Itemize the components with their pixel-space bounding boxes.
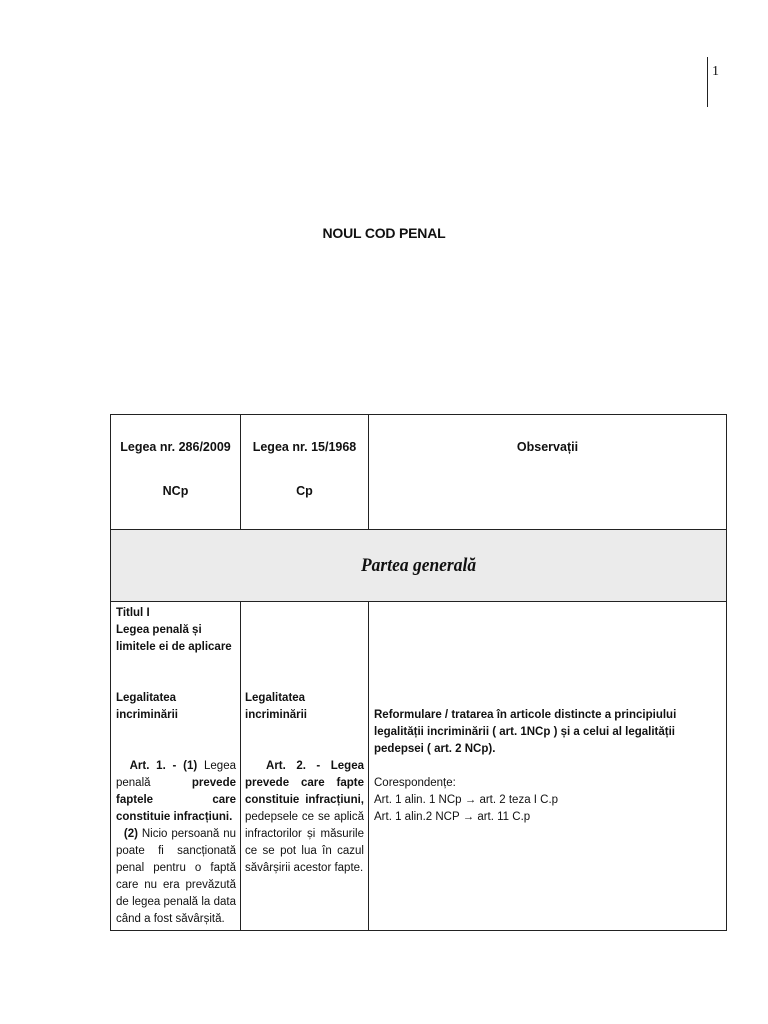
page-number-rule bbox=[707, 57, 708, 107]
header-cell-ncp bbox=[111, 415, 241, 530]
comparison-table bbox=[110, 414, 727, 931]
cp-cell bbox=[241, 602, 369, 931]
header-cp-law: Legea nr. 15/1968 bbox=[252, 440, 357, 454]
cp-section-heading: Legalitatea incriminării bbox=[245, 692, 307, 721]
correspondence-item: Art. 1 alin.2 NCP → art. 11 C.p bbox=[374, 811, 531, 823]
title-name: Legea penală și limitele ei de aplicare bbox=[116, 624, 232, 653]
ncp-article-1-par-2 bbox=[116, 826, 236, 928]
table-row bbox=[111, 602, 727, 931]
ncp-article-1-par-1 bbox=[116, 758, 236, 826]
part-title-cell bbox=[111, 530, 727, 602]
part-title: Partea generală bbox=[360, 554, 477, 576]
header-observations: Observații bbox=[516, 440, 579, 454]
ncp-par-2-text: Nicio persoană nu poate fi sancționată penal pentru o faptă care nu era prevăzută de legea penală la data când a fost săvârșită. bbox=[116, 828, 236, 925]
page-number: 1 bbox=[712, 64, 719, 79]
table-header-row bbox=[111, 415, 727, 530]
ncp-par-2-label: (2) bbox=[123, 828, 138, 840]
header-ncp-abbr: NCp bbox=[162, 484, 189, 498]
header-cell-cp bbox=[241, 415, 369, 530]
ncp-section-heading: Legalitatea incriminării bbox=[116, 692, 178, 721]
cp-article-text: pedepsele ce se aplică infractorilor și măsurile ce se pot lua în cazul săvârșirii acestor fapte. bbox=[245, 811, 364, 874]
header-ncp-law: Legea nr. 286/2009 bbox=[120, 440, 231, 454]
ncp-article-label: Art. 1. - (1) bbox=[129, 760, 198, 772]
correspondence-label: Corespondențe: bbox=[374, 777, 456, 789]
title-label: Titlul I bbox=[116, 607, 150, 619]
ncp-cell bbox=[111, 602, 241, 931]
ncp-article-text: Legea penală bbox=[116, 760, 236, 789]
ncp-article-bold-text: prevede faptele care constituie infracțiuni. bbox=[116, 777, 236, 823]
document-title: NOUL COD PENAL bbox=[322, 225, 446, 241]
header-cell-observations bbox=[369, 415, 727, 530]
cp-article-bold-text: Art. 2. - Legea prevede care fapte constituie infracțiuni, bbox=[245, 760, 364, 806]
observations-cell bbox=[369, 602, 727, 931]
part-row bbox=[111, 530, 727, 602]
cp-article-2 bbox=[245, 758, 364, 877]
observation-text: Reformulare / tratarea în articole distincte a principiului legalității incriminării ( art. 1NCp ) și a celui al legalității pedepsei ( art. 2 NCp). bbox=[374, 709, 677, 755]
header-cp-abbr: Cp bbox=[296, 484, 313, 498]
correspondence-item: Art. 1 alin. 1 NCp → art. 2 teza I C.p bbox=[374, 794, 559, 806]
